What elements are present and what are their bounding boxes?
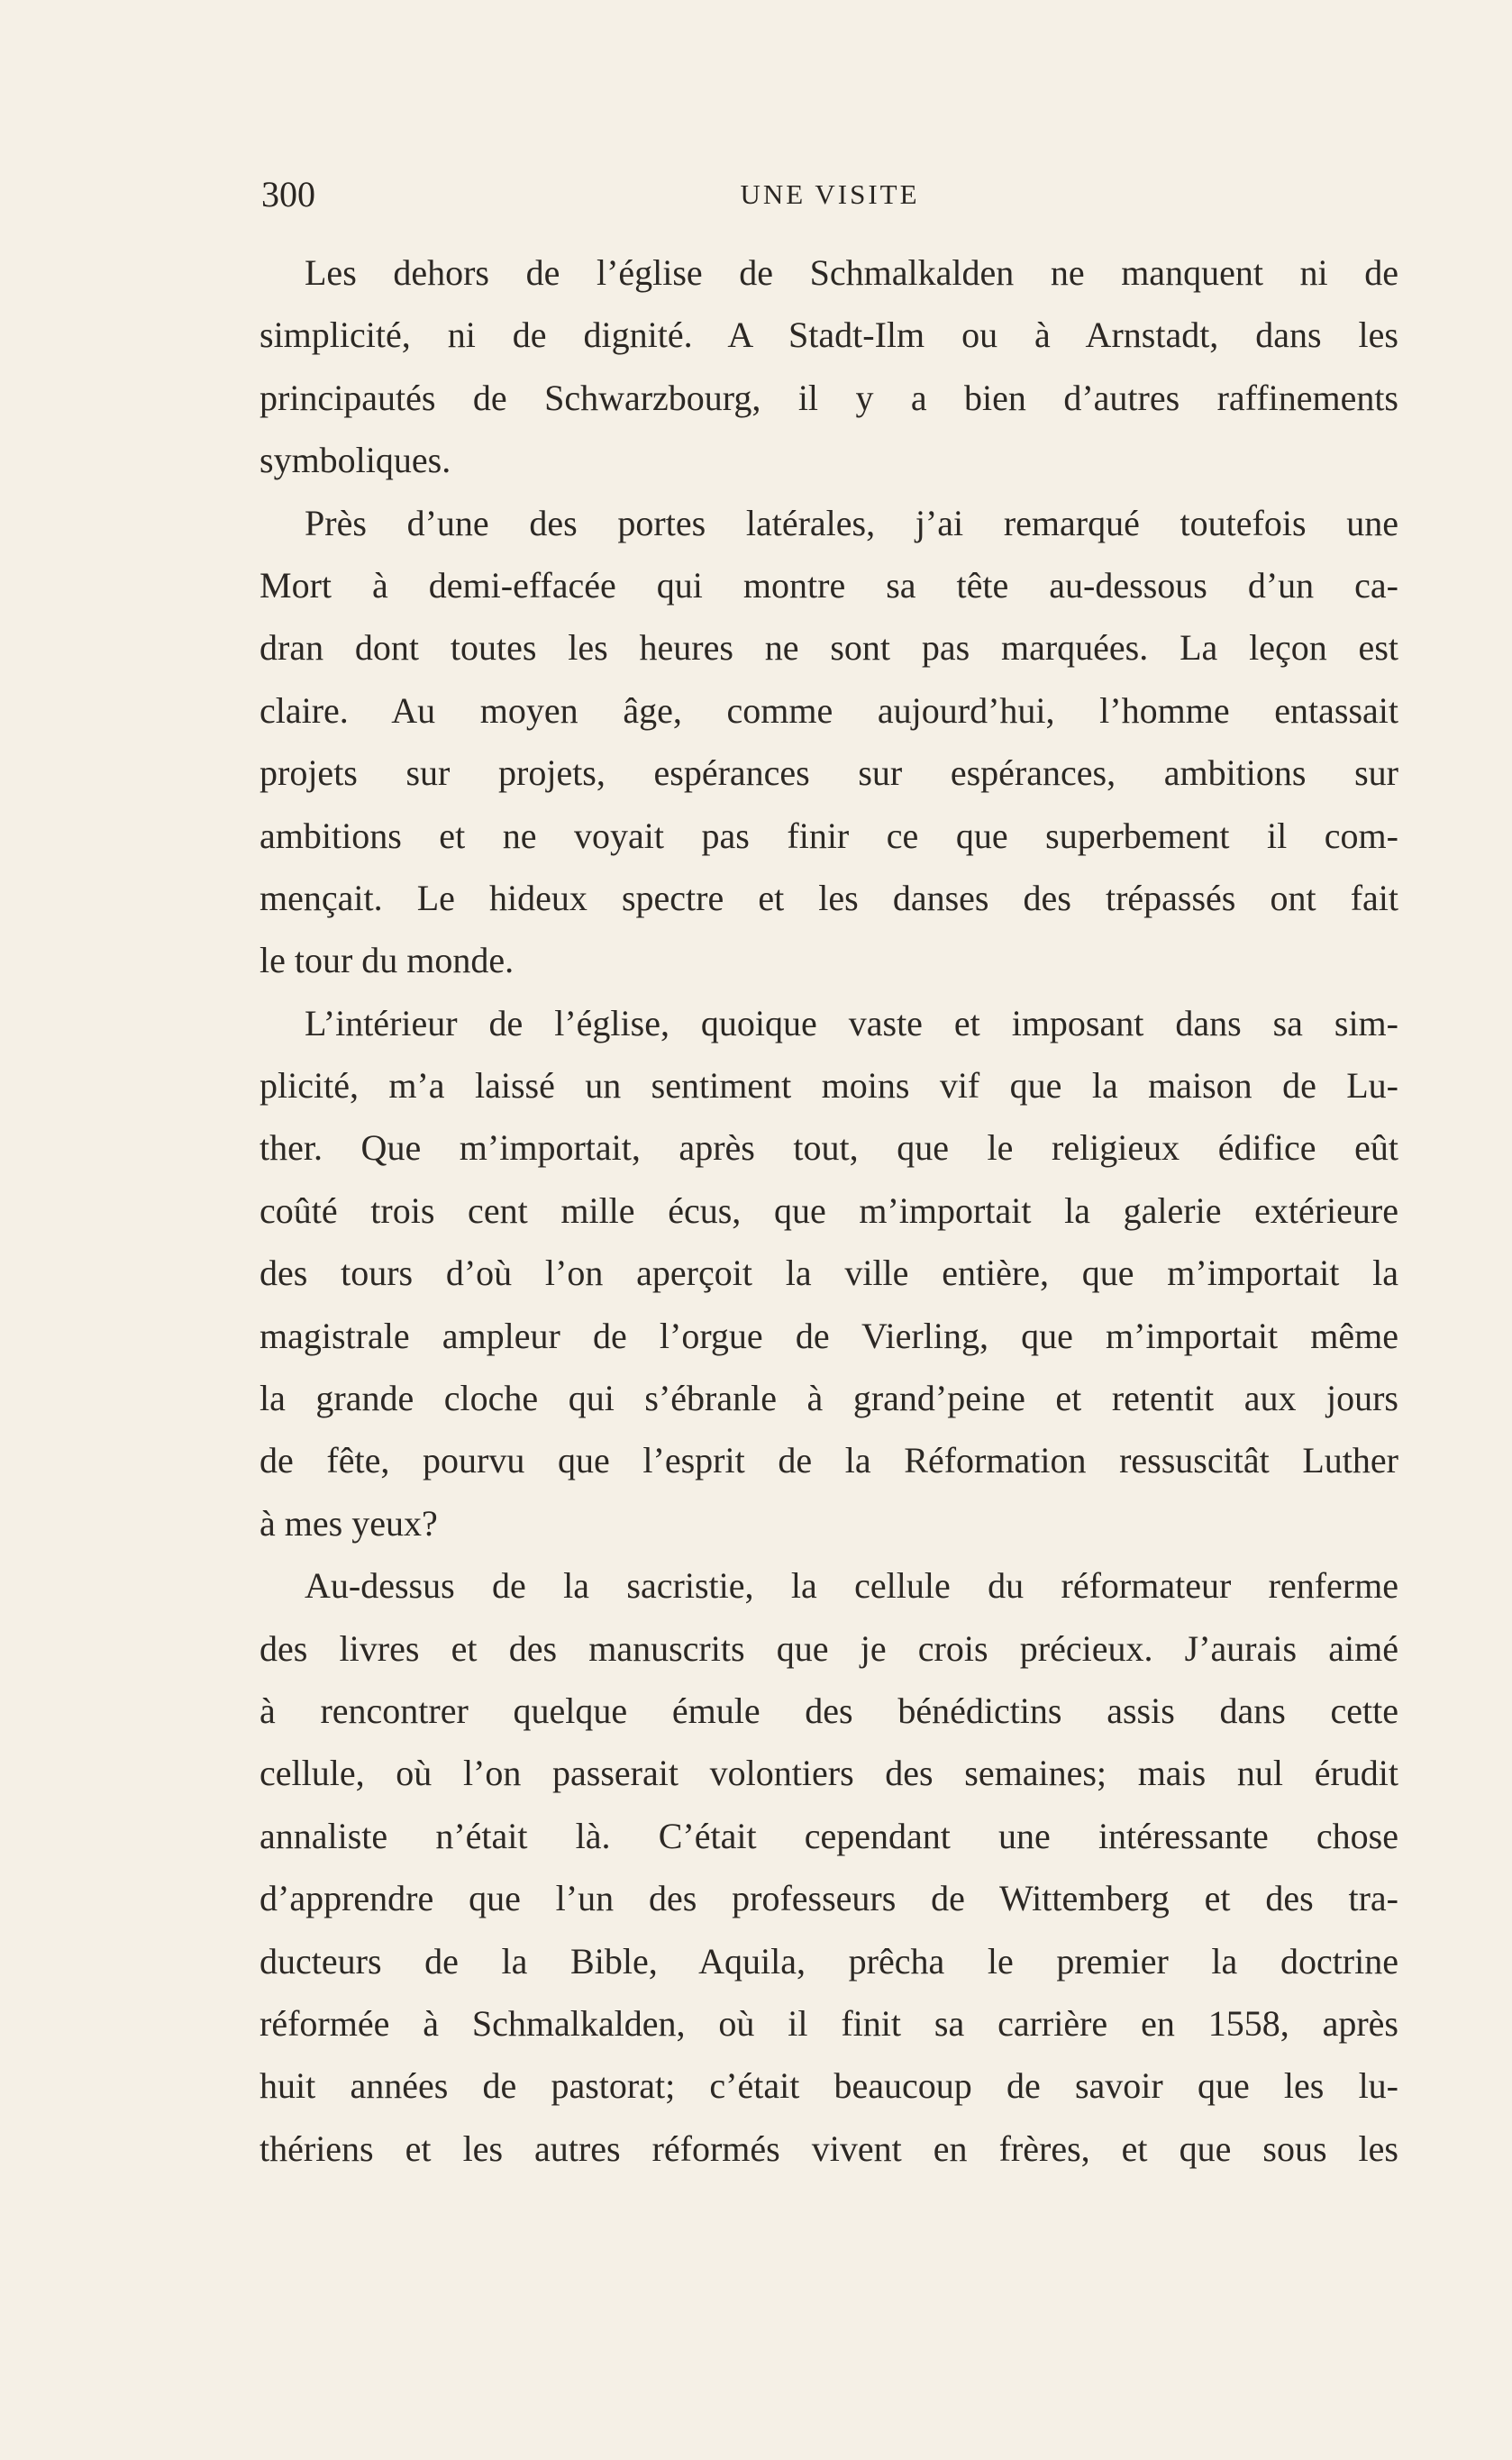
text-line: plicité, m’a laissé un sentiment moins vif que la maison de Lu- — [260, 1065, 1398, 1107]
text-line: de fête, pourvu que l’esprit de la Réformation ressuscitât Luther — [260, 1440, 1398, 1481]
text-line: huit années de pastorat; c’était beaucoup de savoir que les lu- — [260, 2065, 1398, 2107]
text-line: symboliques. — [260, 440, 451, 481]
text-line: projets sur projets, espérances sur espérances, ambitions sur — [260, 752, 1398, 794]
running-title: UNE VISITE — [740, 178, 920, 210]
page-number: 300 — [261, 174, 315, 214]
text-line: coûté trois cent mille écus, que m’importait la galerie extérieure — [260, 1189, 1398, 1231]
running-header — [261, 171, 1398, 225]
text-line: réformée à Schmalkalden, où il finit sa carrière en 1558, après — [260, 2002, 1398, 2044]
text-line: ambitions et ne voyait pas finir ce que superbement il com- — [260, 815, 1398, 856]
text-line: thériens et les autres réformés vivent en frères, et que sous les — [260, 2127, 1398, 2169]
text-line: le tour du monde. — [260, 940, 515, 981]
text-line: claire. Au moyen âge, comme aujourd’hui, l’homme entassait — [260, 689, 1398, 731]
text-line: principautés de Schwarzbourg, il y a bien d’autres raffinements — [260, 377, 1398, 418]
text-line: des tours d’où l’on aperçoit la ville entière, que m’importait la — [260, 1253, 1398, 1294]
text-line: ducteurs de la Bible, Aquila, prêcha le premier la doctrine — [260, 1940, 1398, 1982]
text-line: à rencontrer quelque émule des bénédictins assis dans cette — [260, 1690, 1398, 1731]
text-line: mençait. Le hideux spectre et les danses des trépassés ont fait — [260, 877, 1398, 918]
text-line: dran dont toutes les heures ne sont pas marquées. La leçon est — [260, 627, 1398, 669]
text-line: Au-dessus de la sacristie, la cellule du réformateur renferme — [305, 1565, 1398, 1607]
text-line: Les dehors de l’église de Schmalkalden ne manquent ni de — [305, 252, 1398, 293]
text-line: magistrale ampleur de l’orgue de Vierling, que m’importait même — [260, 1315, 1398, 1356]
text-line: Mort à demi-effacée qui montre sa tête au-dessous d’un ca- — [260, 564, 1398, 606]
text-line: la grande cloche qui s’ébranle à grand’peine et retentit aux jours — [260, 1378, 1398, 1419]
text-line: Près d’une des portes latérales, j’ai remarqué toutefois une — [305, 502, 1398, 543]
text-line: des livres et des manuscrits que je crois précieux. J’aurais aimé — [260, 1627, 1398, 1669]
text-line: ther. Que m’importait, après tout, que le religieux édifice eût — [260, 1127, 1398, 1169]
text-line: L’intérieur de l’église, quoique vaste et imposant dans sa sim- — [305, 1002, 1398, 1043]
body-text — [260, 241, 1398, 2180]
text-line: cellule, où l’on passerait volontiers des semaines; mais nul érudit — [260, 1753, 1398, 1794]
text-line: d’apprendre que l’un des professeurs de Wittemberg et des tra- — [260, 1878, 1398, 1919]
text-line: simplicité, ni de dignité. A Stadt-Ilm ou à Arnstadt, dans les — [260, 314, 1398, 356]
text-line: à mes yeux? — [260, 1502, 438, 1544]
text-line: annaliste n’était là. C’était cependant une intéressante chose — [260, 1815, 1398, 1856]
